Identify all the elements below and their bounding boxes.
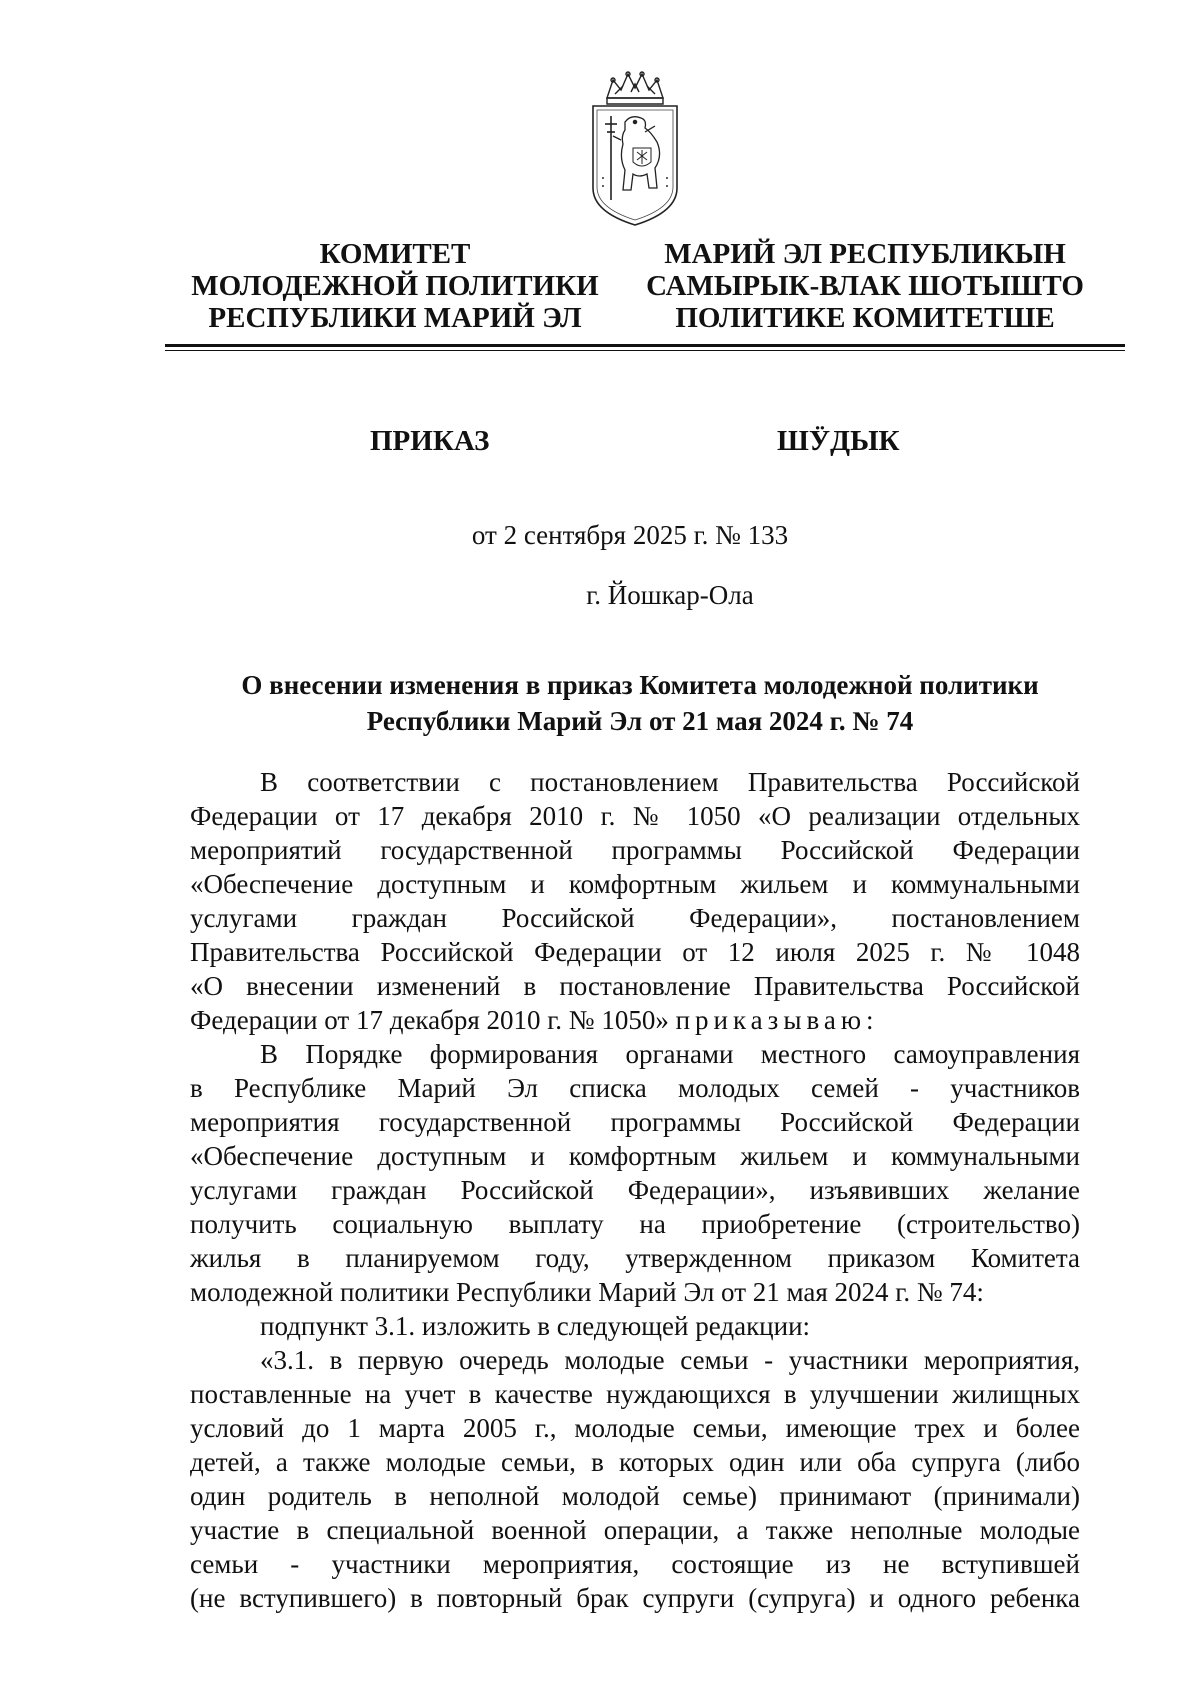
body-line: В соответствии с постановлением Правительства Российской bbox=[260, 767, 1080, 797]
header-right-line-3: ПОЛИТИКЕ КОМИТЕТШЕ bbox=[675, 302, 1055, 334]
header-right-line-2: САМЫРЫК-ВЛАК ШОТЫШТО bbox=[646, 270, 1084, 302]
header-left-committee-name bbox=[185, 238, 605, 334]
document-title bbox=[190, 667, 1090, 739]
paragraph-subclause-instruction bbox=[190, 1309, 1080, 1343]
coat-of-arms-emblem bbox=[585, 70, 685, 230]
title-line-2: Республики Марий Эл от 21 мая 2024 г. № 74 bbox=[366, 706, 914, 736]
body-line: в Республике Марий Эл списка молодых семей - участников bbox=[190, 1073, 1080, 1103]
body-line: услугами граждан Российской Федерации», изъявивших желание bbox=[190, 1175, 1080, 1205]
body-line: подпункт 3.1. изложить в следующей редакции: bbox=[260, 1311, 811, 1341]
body-line: поставленные на учет в качестве нуждающихся в улучшении жилищных bbox=[190, 1379, 1080, 1409]
body-line: Федерации от 17 декабря 2010 г. № 1050 «О реализации отдельных bbox=[190, 801, 1080, 831]
body-line: жилья в планируемом году, утвержденном приказом Комитета bbox=[190, 1243, 1080, 1273]
header-right-committee-name bbox=[645, 238, 1085, 334]
paragraph-subclause-text bbox=[190, 1343, 1080, 1615]
body-line: участие в специальной военной операции, а также неполные молодые bbox=[190, 1515, 1080, 1545]
body-line: получить социальную выплату на приобретение (строительство) bbox=[190, 1209, 1080, 1239]
body-line: «Обеспечение доступным и комфортным жильем и коммунальными bbox=[190, 869, 1080, 899]
body-line: семьи - участники мероприятия, состоящие из не вступившей bbox=[190, 1549, 1080, 1579]
header-right-line-1: МАРИЙ ЭЛ РЕСПУБЛИКЫН bbox=[664, 238, 1066, 270]
body-line: «О внесении изменений в постановление Правительства Российской bbox=[190, 971, 1080, 1001]
preamble-last-line: Федерации от 17 декабря 2010 г. № 1050» bbox=[190, 1005, 669, 1035]
body-line: (не вступившего) в повторный брак супруги (супруга) и одного ребенка bbox=[190, 1583, 1080, 1613]
order-label-mari: ШӰДЫК bbox=[777, 425, 900, 457]
order-word-spaced: приказываю: bbox=[675, 1005, 879, 1035]
body-line: «3.1. в первую очередь молодые семьи - участники мероприятия, bbox=[260, 1345, 1080, 1375]
body-line: мероприятий государственной программы Российской Федерации bbox=[190, 835, 1080, 865]
header-left-line-3: РЕСПУБЛИКИ МАРИЙ ЭЛ bbox=[208, 302, 582, 334]
body-line: услугами граждан Российской Федерации», постановлением bbox=[190, 903, 1080, 933]
body-line: Правительства Российской Федерации от 12 июля 2025 г. № 1048 bbox=[190, 937, 1080, 967]
order-city: г. Йошкар-Ола bbox=[586, 580, 754, 610]
body-line: один родитель в неполной молодой семье) принимают (принимали) bbox=[190, 1481, 1080, 1511]
title-line-1: О внесении изменения в приказ Комитета молодежной политики bbox=[241, 670, 1039, 700]
order-label-russian: ПРИКАЗ bbox=[370, 425, 490, 457]
header-divider-thick bbox=[165, 344, 1125, 347]
body-line: В Порядке формирования органами местного самоуправления bbox=[260, 1039, 1080, 1069]
paragraph-preamble bbox=[190, 765, 1080, 1037]
body-line: молодежной политики Республики Марий Эл от 21 мая 2024 г. № 74: bbox=[190, 1277, 984, 1307]
header-divider-thin bbox=[165, 350, 1125, 351]
body-line: мероприятия государственной программы Российской Федерации bbox=[190, 1107, 1080, 1137]
header-left-line-1: КОМИТЕТ bbox=[319, 238, 471, 270]
body-line: «Обеспечение доступным и комфортным жильем и коммунальными bbox=[190, 1141, 1080, 1171]
body-line: детей, а также молодые семьи, в которых один или оба супруга (либо bbox=[190, 1447, 1080, 1477]
document-body bbox=[190, 765, 1080, 1615]
body-line: условий до 1 марта 2005 г., молодые семьи, имеющие трех и более bbox=[190, 1413, 1080, 1443]
paragraph-amendment-intro bbox=[190, 1037, 1080, 1309]
body-line-with-order-word bbox=[190, 1003, 1080, 1037]
order-date-number: от 2 сентября 2025 г. № 133 bbox=[471, 520, 789, 550]
header-left-line-2: МОЛОДЕЖНОЙ ПОЛИТИКИ bbox=[191, 270, 599, 302]
